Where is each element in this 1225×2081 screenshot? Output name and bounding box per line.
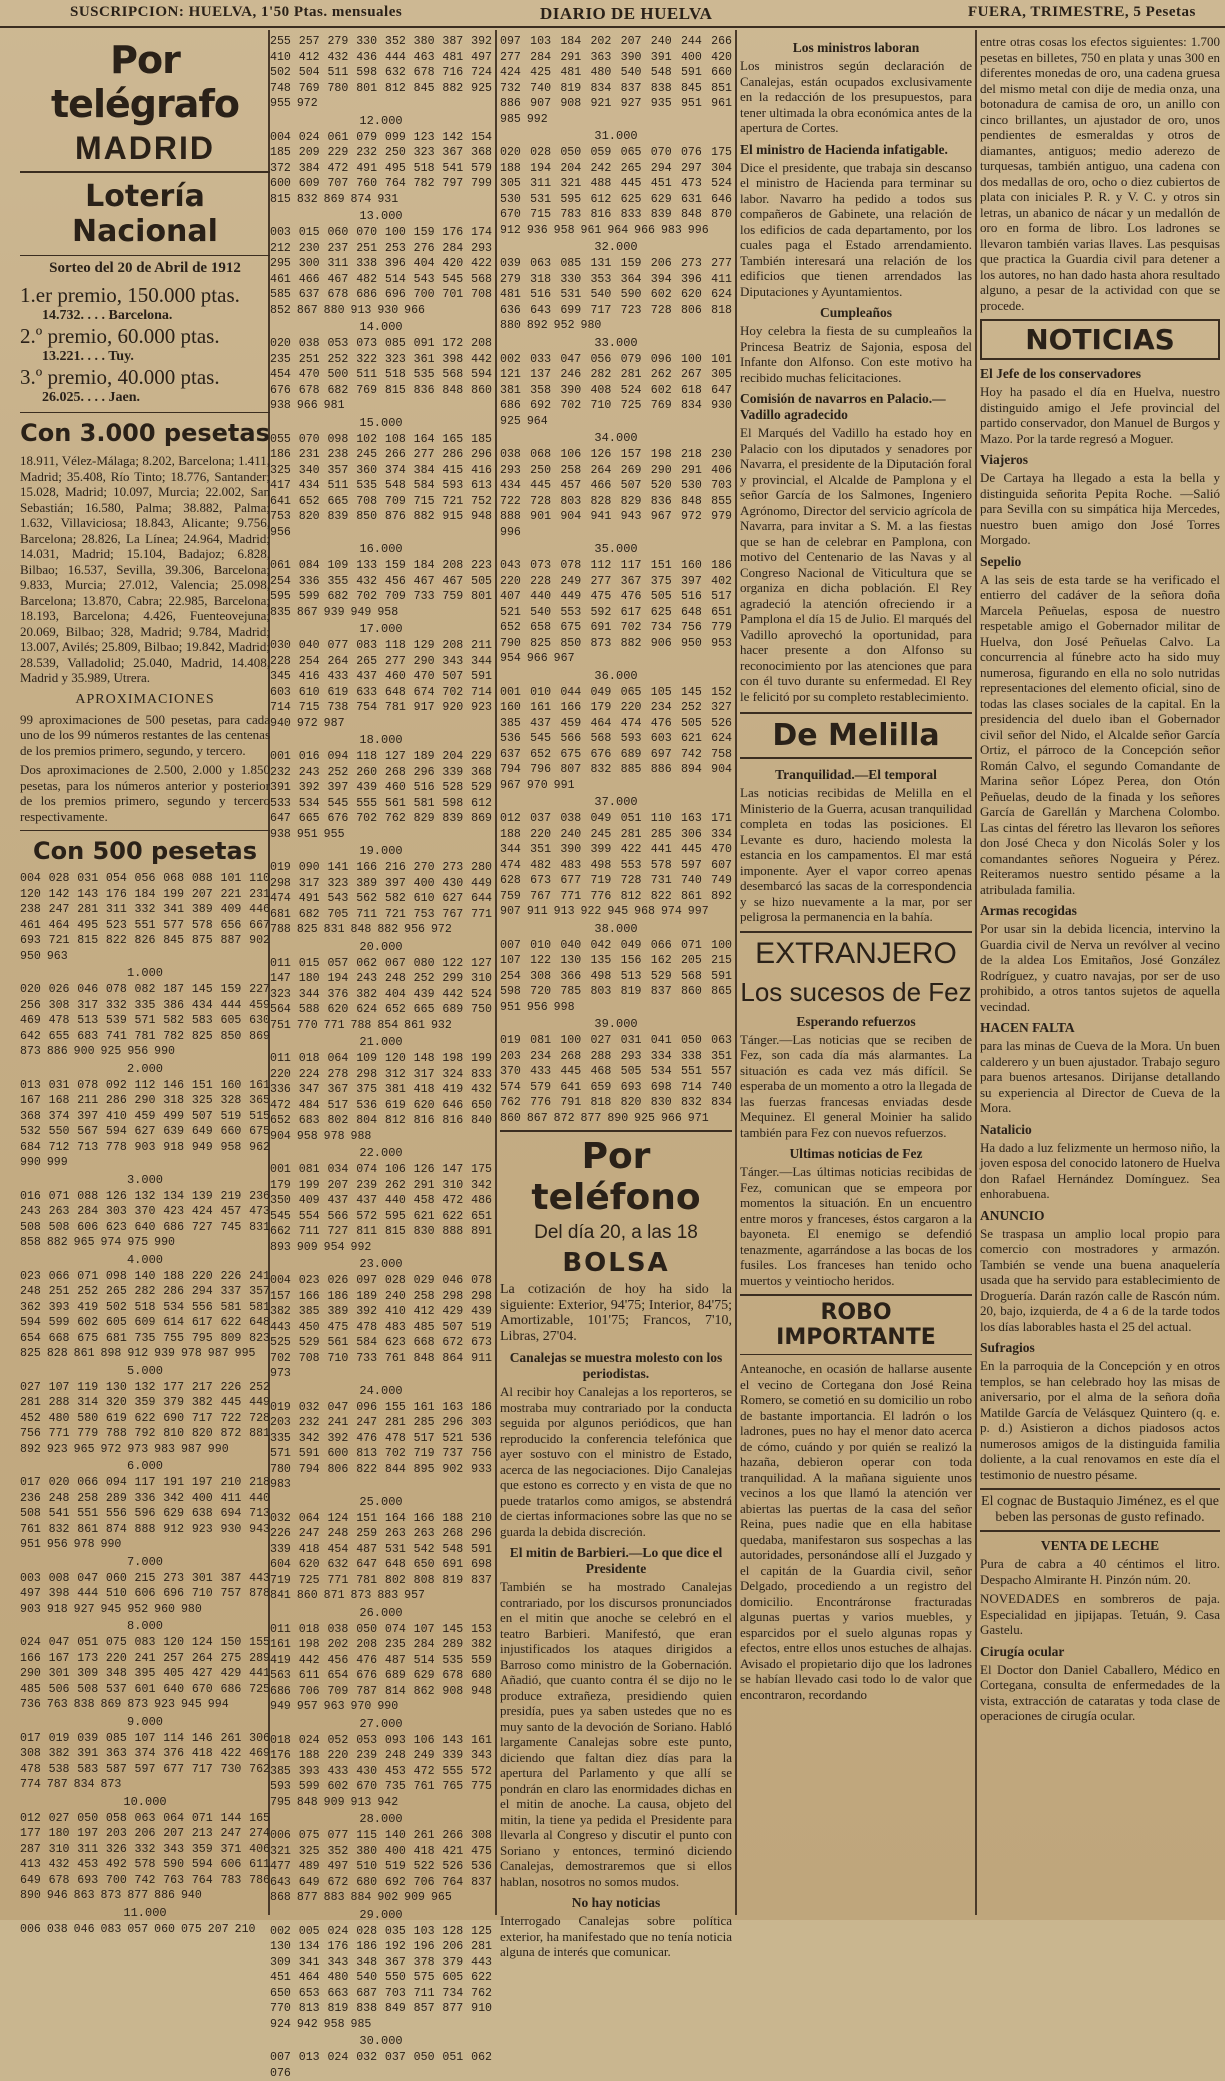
cognac-advert: El cognac de Bustaquio Jiménez, es el que beben las personas de gusto refinado.: [980, 1488, 1220, 1532]
number-group-list: 002 033 047 056 079 096 100 101 121 137 246 282 281 262 267 305 381 358 390 408 524 602 618 647 686 692 702 710 725 769 834 930 925 964: [500, 352, 732, 428]
burial-text: A las seis de esta tarde se ha verificado el entierro del cadáver de la señora doña Marcela Peñuelas, esposa de nuestro respetable amigo el Gobernador militar de Huelva, don José Peñuelas Calvo. La concurrencia al fúnebre acto ha sido muy numerosa, figurando en ella no solo nutridas representaciones del elemento oficial, sino de todas las clases sociales de la capital. En la presidencia del duelo iban el Gobernador civil señor del Nido, el Alcalde señor García Ortiz, el párroco de la Concepción señor Román Calvo, el segundo Comandante de Marina señor López Perea, don Otón Peñuelas, deudo de la finada y los señores García de Garellán y Marchena Colombo. Las cintas del féretro las llevaron los señores don José Checa y don Nicolás Soler y los comandantes señores Nogueira y Pérez. Reiteramos nuestro sentido pésame a la atribulada familia.: [980, 571, 1220, 897]
mitin-text: También se ha mostrado Canalejas contrariado, por los discursos pronunciados en el mitin que anoche se celebró en el teatro Barbieri. Manifestó, que eran injustificados los ataques dirigidos a Barroso como ministro de la Gobernación. Añadió, que cuanto contra él se dijo no le produce extrañeza, presidiendo quien presidía, pues ya saben ustedes que no es muy santo de la devoción de Soriano. Habló largamente Canalejas sobre este punto, diciendo que faltan diez días para la apertura del Parlamento y que allí se pondrán en claro las enormidades dichas en el mitin de anoche. La causa, objeto del mitin, la tiene ya pedida el Presidente para llevarla al Congreso y discutir el punto con Soriano y entonces, terminó diciendo Canalejas, demostraremos que si ellos hablan, nosotros no somos mudos.: [500, 1579, 732, 1889]
number-group-heading: 9.000: [126, 1714, 163, 1729]
number-group-list: 003 008 047 060 215 273 301 387 443 497 398 444 510 606 696 710 757 878 903 918 927 945 952 960 980: [20, 1571, 270, 1616]
number-group-heading: 1.000: [126, 966, 163, 980]
latest-news-text: Tánger.—Las últimas noticias recibidas de Fez, comunican que se empeora por momentos la situación. En un encuentro entre moros y franceses, éstos cargaron a la bayoneta. El enemigo se defendió tenazmente, agarrándose a las bocas de los fusiles. Los franceses han tenido ocho muertos y veintiocho heridos.: [740, 1164, 972, 1288]
hats-advert: NOVEDADES en sombreros de paja. Especialidad en jipijapas. Tetuán, 9. Casa Gastelu.: [980, 1591, 1220, 1637]
approximations-text-1: 99 aproximaciones de 500 pesetas, para cada uno de los 99 números restantes de las centenas de los premios primero, segundo, y tercero.: [20, 711, 270, 758]
number-group-heading: 7.000: [126, 1554, 163, 1569]
approximations-heading: APROXIMACIONES: [75, 691, 215, 707]
number-group-list: 003 015 060 070 100 159 176 174 212 230 237 251 253 276 284 293 295 300 311 338 396 404 420 422 461 466 467 482 514 543 545 568 585 637 678 686 696 700 701 708 852 867 880 913 930 966: [270, 226, 492, 317]
conservative-chief-text: Hoy ha pasado el día en Huelva, nuestro distinguido amigo el Jefe provincial del partido conservador, don Manuel de Burgos y Mazo. Por la tarde regresó a Moguer.: [980, 384, 1220, 446]
advert-headline: ANUNCIO: [980, 1207, 1045, 1223]
approximations-text-2: Dos aproximaciones de 2.500, 2.000 y 1.850 pesetas, para los números anterior y posterior de los premios primero, segundo y tercero respectivamente.: [20, 762, 270, 824]
number-group-list: 030 040 077 083 118 129 208 211 228 254 264 265 277 290 343 344 345 416 433 437 460 470 507 591 603 610 619 633 648 674 702 714 714 715 738 754 781 917 920 923 940 972 987: [270, 639, 492, 730]
number-groups-col3: [500, 34, 732, 1126]
number-group-list: 023 066 071 098 140 188 220 226 241 248 251 252 265 282 286 294 337 357 362 393 419 502 518 534 556 581 581 594 599 602 605 609 614 617 622 648 654 668 675 681 735 755 795 809 823 825 828 861 898 912 939 978 987 995: [20, 1269, 270, 1360]
wanted-text: para las minas de Cueva de la Mora. Un buen calderero y un buen ajustador. Trabajo seguro para buenos artesanos. Dirijanse detallando su experiencia al Director de Cueva de la Mora.: [980, 1038, 1220, 1115]
conservative-chief-headline: El Jefe de los conservadores: [980, 366, 1141, 381]
lottery-title: Lotería Nacional: [72, 179, 218, 249]
number-group-list: 039 063 085 131 159 206 273 277 279 318 330 353 364 394 396 411 481 516 531 540 590 602 620 624 636 643 699 717 723 728 806 818 880 892 952 980: [500, 257, 732, 332]
column-3: [500, 34, 732, 1959]
number-group-list: 012 027 050 058 063 064 071 144 165 177 180 197 203 206 207 213 247 274 287 310 311 326 332 343 359 371 406 413 432 453 492 578 590 594 606 611 649 678 693 700 742 763 764 783 786 890 946 863 873 877 886 940: [20, 1811, 270, 1902]
number-group-list: 043 073 078 112 117 151 160 186 220 228 249 277 367 375 397 402 407 440 449 475 476 505 516 517 521 540 553 592 617 625 648 651 652 658 675 691 702 734 756 779 790 825 850 873 882 906 950 953 954 966 967: [500, 559, 732, 665]
ministers-text: Los ministros según declaración de Canalejas, están ocupados exclusivamente en la redacción de los presupuestos, para tener ultimada la obra económica antes de la apertura de Cortes.: [740, 58, 972, 135]
no-news-text: Interrogado Canalejas sobre política exterior, ha manifestado que no tenía noticia alguna de interés que comunicar.: [500, 1913, 732, 1959]
number-group-heading: 29.000: [359, 1907, 403, 1922]
no-news-headline: No hay noticias: [571, 1895, 661, 1910]
number-group-list: 019 090 141 166 216 270 273 280 298 317 323 389 397 400 430 449 474 491 543 562 582 610 627 644 681 682 705 711 721 753 767 771 788 825 831 848 882 956 972: [270, 861, 492, 936]
number-group-list: 012 037 038 049 051 110 163 171 188 220 240 245 281 285 306 334 344 351 390 399 422 441 445 470 474 482 483 498 553 578 597 607 628 673 677 719 728 731 740 749 759 767 771 776 812 822 861 892 907 911 913 922 945 968 974 997: [500, 812, 732, 918]
number-group-list: 024 047 051 075 083 120 124 150 155 166 167 173 220 241 257 264 275 289 290 301 309 348 395 405 427 429 441 485 506 508 537 601 640 670 686 725 736 763 838 869 873 923 945 994: [20, 1636, 270, 1711]
reinforcements-headline: Esperando refuerzos: [796, 1013, 916, 1029]
column-1: [20, 34, 270, 1936]
number-group-list: 055 070 098 102 108 164 165 185 186 231 238 245 266 277 286 296 325 340 357 360 374 384 415 416 417 434 511 535 548 584 593 613 641 652 665 708 709 715 721 752 753 820 839 850 876 882 915 948 956: [270, 432, 492, 539]
subscription-local: SUSCRIPCION: HUELVA, 1'50 Ptas. mensuales: [70, 4, 403, 20]
number-group-heading: 4.000: [126, 1252, 163, 1267]
robbery-text: Anteanoche, en ocasión de hallarse ausente el vecino de Cortegana don José Reina Romero, se cometió en su domicilio un robo de bastante importancia. El ladrón o los ladrones, pues no hay el menor dato acerca de cómo, cuándo y por quién se realizó la hazaña, debieron operar con toda tranquilidad. A la mañana siguiente unos vecinos a los que llamó la atención ver abiertas las puertas de la casa del señor Reina, pues nadie que en ella habitase quedaba, manifestaron sus sospechas a las autoridades, personándose allí el Juzgado y el capitán de la Guardia civil, señor Delgado, procediendo a un registro del domicilio. Encontráronse fracturadas algunas puertas y varios muebles, y esparcidos por el suelo algunas ropas y efectos, entre ellos unos estuches de alhajas. Avisado el propietario dijo que los ladrones se habían llevado casi todo lo de valor que encontraron, recordando: [740, 1361, 972, 1702]
second-prize: 2.º premio, 60.000 ptas.: [20, 324, 220, 348]
number-group-heading: 35.000: [594, 542, 638, 556]
subscription-outside: FUERA, TRIMESTRE, 5 Pesetas: [968, 4, 1196, 20]
number-group-list: 016 071 088 126 132 134 139 219 236 243 263 284 303 370 423 424 457 473 508 508 606 623 640 686 727 745 831 858 882 965 974 975 990: [20, 1189, 270, 1249]
ministers-headline: Los ministros laboran: [792, 40, 920, 55]
number-group-list: 004 028 031 054 056 068 088 101 110 120 142 143 176 184 199 207 221 231 238 247 281 311 332 341 389 409 446 461 464 495 523 551 577 578 656 667 693 721 815 822 826 845 875 887 902 950 963: [20, 872, 270, 963]
birthday-headline: Cumpleaños: [819, 305, 892, 320]
draw-date: Sorteo del 20 de Abril de 1912: [20, 255, 270, 277]
number-group-list: 255 257 279 330 352 380 387 392 410 412 432 436 444 463 481 497 502 504 511 598 632 678 716 724 748 769 780 801 812 845 882 925 955 972: [270, 35, 492, 110]
number-group-heading: 36.000: [594, 668, 638, 683]
column-5: [980, 34, 1220, 1914]
travelers-headline: Viajeros: [980, 452, 1028, 467]
section-melilla: De Melilla: [740, 712, 972, 759]
number-group-heading: 24.000: [359, 1383, 403, 1398]
number-group-list: 019 081 100 027 031 041 050 063 203 234 268 288 293 334 338 351 370 433 445 468 505 534 551 557 574 579 641 659 693 698 714 740 762 776 791 818 820 830 832 834 860 867 872 877 890 925 966 971: [500, 1034, 732, 1125]
stock-exchange-title: BOLSA: [562, 1248, 670, 1278]
number-group-list: 004 024 061 079 099 123 142 154 185 209 229 232 250 323 367 368 372 384 472 491 495 518 541 579 600 609 707 760 764 782 797 799 815 832 869 874 931: [270, 130, 492, 206]
canalejas-headline: Canalejas se muestra molesto con los periodistas.: [509, 1350, 723, 1381]
number-group-heading: 2.000: [126, 1061, 163, 1076]
number-group-list: 002 005 024 028 035 103 128 125 130 134 176 186 192 196 206 281 309 341 343 348 367 378 379 443 451 464 480 540 550 575 605 622 650 653 663 687 703 711 734 762 770 813 819 838 849 857 877 910 924 942 958 985: [270, 1924, 492, 2031]
number-group-heading: 20.000: [359, 939, 403, 954]
number-group-list: 011 018 064 109 120 148 198 199 220 224 278 298 312 317 324 833 336 347 367 375 381 418 419 432 472 484 517 536 619 620 646 650 652 683 802 804 812 816 816 840 904 958 978 988: [270, 1052, 492, 1143]
weapons-headline: Armas recogidas: [980, 903, 1077, 918]
number-group-list: 006 038 046 083 057 060 075 207 210: [20, 1922, 256, 1936]
calm-headline: Tranquilidad.—El temporal: [775, 767, 937, 782]
commission-headline: Comisión de navarros en Palacio.—Vadillo agradecido: [740, 391, 946, 422]
number-group-heading: 19.000: [359, 844, 403, 858]
masthead-bar: [0, 0, 1225, 28]
number-group-list: 038 068 106 126 157 198 218 230 293 250 258 264 269 290 291 406 434 445 457 466 507 520 530 703 722 728 803 828 829 836 848 855 888 901 904 941 943 967 972 979 996: [500, 448, 732, 539]
stock-exchange-text: La cotización de hoy ha sido la siguiente: Exterior, 94'75; Interior, 84'75; Amortizable, 101'75; Francos, 7'10, Libras, 27'04.: [500, 1282, 732, 1344]
number-groups-col2: [270, 34, 492, 2081]
number-group-heading: 30.000: [359, 2034, 403, 2048]
section-title-telephone: Por teléfono: [500, 1130, 732, 1218]
treasury-headline: El ministro de Hacienda infatigable.: [740, 141, 948, 157]
number-group-heading: 12.000: [359, 113, 403, 128]
number-group-list: 020 028 050 059 065 070 076 175 188 194 204 242 265 294 297 304 305 311 321 488 445 451 473 524 530 531 595 612 625 629 631 646 670 715 783 816 833 839 848 870 912 936 958 961 964 966 983 996: [500, 146, 732, 237]
number-group-heading: 11.000: [123, 1905, 167, 1920]
number-group-heading: 23.000: [359, 1257, 403, 1271]
number-group-heading: 25.000: [359, 1494, 403, 1509]
first-prize-number: 14.732. . . . Barcelona.: [42, 308, 173, 323]
column-rule: [735, 30, 737, 1915]
number-group-list: 018 024 052 053 093 106 143 161 176 188 220 239 248 249 339 343 385 393 433 430 453 472 555 572 593 599 602 670 735 761 765 775 795 848 909 913 942: [270, 1733, 492, 1809]
number-group-heading: 31.000: [594, 129, 638, 143]
reinforcements-text: Tánger.—Las noticias que se reciben de Fez, son cada día más alarmantes. La situación es cada vez más difícil. Se esperaba de un momento a otro la llegada de las fuerzas francesas enviadas desde Mequinez. El general Moinier ha salido también para Fez con nuevos refuerzos.: [740, 1031, 972, 1140]
wanted-headline: HACEN FALTA: [980, 1020, 1075, 1035]
milk-sale-headline: VENTA DE LECHE: [1040, 1538, 1160, 1553]
number-group-heading: 22.000: [359, 1146, 403, 1160]
robbery-continuation: entre otras cosas los efectos siguientes: 1.700 pesetas en billetes, 750 en plata y unas 300 en diferentes monedas de oro, una cadena gruesa del mismo metal con dije de media onza, una botonadura de camisa de oro, un anillo con cinco brillantes, un ajustador de oro, unos pendientes de esmeraldas y otros de diamantes, antiguos; medio aderezo de turquesas, también antiguo, una cadena con dos medallas de oro, ocho o diez cubiertos de plata con iniciales P. R. y V. C. y otros sin letras, un abanico de nácar y un medallón de oro en forma de libro. Los ladrones se llevaron también varias llaves. Las pesquisas que practica la Guardia civil para detener a los autores, no han dado hasta ahora resultado alguno, a pesar de la actividad con que se procede.: [980, 34, 1220, 313]
number-group-list: 007 010 040 042 049 066 071 100 107 122 130 135 156 162 205 215 254 308 366 498 513 529 568 591 598 720 785 803 819 837 860 865 951 956 998: [500, 938, 732, 1014]
number-group-list: 061 084 109 133 159 184 208 223 254 336 355 432 456 467 467 505 595 599 682 702 709 733 759 801 835 867 939 949 958: [270, 559, 492, 619]
number-group-heading: 16.000: [359, 542, 403, 556]
number-group-heading: 26.000: [359, 1605, 403, 1620]
number-group-heading: 21.000: [359, 1035, 403, 1049]
number-group-list: 011 018 038 050 074 107 145 153 161 198 202 208 235 284 289 382 419 442 456 476 487 514 535 559 563 611 654 676 689 629 678 680 686 706 709 787 814 862 908 948 949 957 963 970 990: [270, 1622, 492, 1713]
calm-text: Las noticias recibidas de Melilla en el Ministerio de la Guerra, acusan tranquilidad completa en todas las posiciones. El Levante es duro, haciendo molesta la estancia en los campamentos. El mar está imponente. Ayer el vapor correo apenas desembarcó las sacas de la correspondencia y se hizo nuevamente a la mar, por ser peligrosa la permanencia en la bahía.: [740, 785, 972, 924]
number-group-heading: 8.000: [126, 1619, 163, 1633]
number-group-list: 017 020 066 094 117 191 197 210 218 236 248 258 289 336 342 400 411 440 508 541 551 556 596 629 638 694 713 761 832 861 874 888 912 923 930 943 951 956 978 990: [20, 1476, 270, 1551]
number-group-list: 001 081 034 074 106 126 147 175 179 199 207 239 262 291 310 342 350 409 437 437 440 458 472 486 545 554 566 572 595 621 622 651 662 711 727 811 815 830 888 891 893 909 954 992: [270, 1163, 492, 1254]
number-group-heading: 37.000: [594, 795, 638, 809]
section-news: NOTICIAS: [980, 319, 1220, 360]
weapons-text: Por usar sin la debida licencia, intervino la Guardia civil de Nerva un revólver al vecino de la aldea Los Emitaños, José González Rodríguez, y cuatro navajas, por ser de uso prohibido, a otros tantos sujetos de aquella vecindad.: [980, 921, 1220, 1014]
number-groups-col1: [20, 871, 270, 1937]
number-group-list: 011 015 057 062 067 080 122 127 147 180 194 243 248 252 299 310 323 344 376 382 404 439 442 524 564 588 620 624 652 665 689 750 751 770 771 788 854 861 932: [270, 956, 492, 1032]
number-group-list: 006 075 077 115 140 261 266 308 321 325 352 380 400 418 421 475 477 489 497 510 519 522 526 536 643 649 672 680 692 706 764 837 868 877 883 884 902 909 965: [270, 1829, 492, 1904]
number-group-list: 020 026 046 078 082 187 145 159 227 256 308 317 332 335 386 434 444 459 469 478 513 539 571 582 583 605 630 642 655 683 741 781 782 825 850 869 873 886 900 925 956 990: [20, 983, 270, 1058]
number-group-heading: 15.000: [359, 415, 403, 430]
number-group-list: 001 016 094 118 127 189 204 229 232 243 252 260 268 296 339 368 391 392 397 439 460 516 528 529 533 534 545 555 561 581 598 612 647 665 676 702 762 829 839 869 938 951 955: [270, 750, 492, 841]
section-title-telegraph: Por telégrafo: [51, 38, 239, 126]
milk-sale-text: Pura de cabra a 40 céntimos el litro. Despacho Almirante H. Pinzón núm. 20.: [980, 1556, 1220, 1587]
birth-headline: Natalicio: [980, 1121, 1032, 1137]
birth-text: Ha dado a luz felizmente un hermoso niño, la joven esposa del conocido latonero de Huelva don Rafael Hernández Domínguez. Sea enhorabuena.: [980, 1139, 1220, 1201]
number-group-heading: 5.000: [126, 1363, 163, 1378]
number-group-heading: 39.000: [594, 1017, 638, 1031]
treasury-text: Dice el presidente, que trabaja sin descanso el ministro de Hacienda para terminar su labor. Navarro ha pedido a todos sus compañeros de Gabinete, una relación de los edificios de cada departamento, por los cuales paga el Estado arrendamiento. También interesará una relación de los edificios que tienen arrendados las Diputaciones y Ayuntamientos.: [740, 159, 972, 299]
third-prize-number: 26.025. . . . Jaen.: [42, 390, 140, 405]
number-group-heading: 10.000: [123, 1794, 167, 1809]
suffrages-text: En la parroquia de la Concepción y en otros templos, se han celebrado hoy las misas de aniversario, por el alma de la señora doña Matilde García de Velásquez Quintero (q. e. p. d.) Asistieron a dichos piadosos actos numerosos amigos de la distinguida familia doliente, a la cual renovamos en este día el testimonio de nuestro pésame.: [980, 1358, 1220, 1482]
list-3000-pesetas: 18.911, Vélez-Málaga; 8.202, Barcelona; 1.411, Madrid; 35.408, Río Tinto; 18.776, Santander; 15.028, Madrid; 10.097, Murcia; 22.002, San Sebastián; 16.580, Palma; 38.882, Palma; 1.632, Villaviciosa; 18.843, Alicante; 9.756, Barcelona; 28.826, La Línea; 24.964, Madrid; 14.031, Madrid; 15.104, Badajoz; 6.828, Bilbao; 16.537, Sevilla, 39.306, Barcelona; 9.833, Murcia; 27.012, Valencia; 25.098, Barcelona; 13.870, Cabra; 22.985, Barcelona; 18.193, Barcelona; 4.426, Fuenteovejuna; 20.069, Bilbao; 328, Madrid; 9.784, Madrid; 13.007, Avilés; 25.809, Bilbao; 19.842, Madrid; 28.539, Valladolid; 25.040, Madrid, 14.408, Madrid y 35.989, Utrera.: [20, 453, 270, 685]
section-3000-pesetas: Con 3.000 pesetas: [20, 412, 270, 447]
number-group-list: 001 010 044 049 065 105 145 152 160 161 166 179 220 234 252 327 385 437 459 464 474 476 505 526 536 545 566 568 593 603 621 624 637 652 675 676 689 697 742 758 794 796 807 832 885 886 894 904 967 970 991: [500, 685, 732, 792]
number-group-list: 007 013 024 032 037 050 051 062 076: [270, 2051, 492, 2080]
number-group-heading: 34.000: [594, 431, 638, 445]
burial-headline: Sepelio: [980, 553, 1022, 569]
section-foreign: EXTRANJERO: [740, 931, 972, 971]
second-prize-number: 13.221. . . . Tuy.: [42, 349, 134, 364]
number-group-heading: 38.000: [594, 921, 638, 936]
number-group-list: 017 019 039 085 107 114 146 261 306 308 382 391 363 374 376 418 422 469 478 538 583 587 597 677 717 730 762 774 787 834 873: [20, 1731, 270, 1791]
number-group-list: 027 107 119 130 132 177 217 226 252 281 288 314 320 359 379 382 445 449 452 480 580 619 622 690 717 722 728 756 771 779 788 792 810 820 872 881 892 923 965 972 973 983 987 990: [20, 1380, 270, 1456]
section-500-pesetas: Con 500 pesetas: [20, 830, 270, 865]
column-4: [740, 34, 972, 1914]
mitin-headline: El mitin de Barbieri.—Lo que dice el Presidente: [509, 1545, 723, 1576]
birthday-text: Hoy celebra la fiesta de su cumpleaños la Princesa Beatriz de Sajonia, esposa del Infante don Alfonso. Con este motivo ha recibido muchas felicitaciones.: [740, 323, 972, 385]
eye-surgery-text: El Doctor don Daniel Caballero, Médico en Cortegana, consulta de enfermedades de la vista, extracción de cataratas y toda clase de operaciones de cirugía ocular.: [980, 1661, 1220, 1723]
number-group-heading: 3.000: [126, 1172, 163, 1187]
number-group-heading: 28.000: [359, 1812, 403, 1826]
number-group-heading: 17.000: [359, 622, 403, 636]
robbery-title: ROBO IMPORTANTE: [740, 1294, 972, 1355]
number-group-heading: 18.000: [359, 733, 403, 747]
column-rule: [495, 30, 497, 1915]
newspaper-name: DIARIO DE HUELVA: [540, 4, 713, 23]
canalejas-text: Al recibir hoy Canalejas a los reporteros, se mostraba muy contrariado por la conducta seguida por algunos periódicos, que han reproducido la conferencia telefónica que ayer sostuvo con el ministro de Estado, acerca de las negociaciones. Dijo Canalejas que estono es correcto y en vista de que no puede tratarlos como amigos, se abstendrá de ciertas informaciones sobre las que no se guarda la debida discreción.: [500, 1384, 732, 1539]
fez-title: Los sucesos de Fez: [740, 976, 972, 1007]
number-group-heading: 13.000: [359, 209, 403, 223]
number-group-list: 032 064 124 151 164 166 188 210 226 247 248 259 263 263 268 296 339 418 454 487 531 542 548 591 604 620 632 647 648 650 691 698 719 725 771 781 802 808 819 837 841 860 871 873 883 957: [270, 1511, 492, 1602]
number-group-heading: 27.000: [359, 1716, 403, 1731]
suffrages-headline: Sufragios: [980, 1340, 1035, 1355]
column-rule: [975, 30, 977, 1915]
number-group-list: 020 038 053 073 085 091 172 208 235 251 252 322 323 361 398 442 454 470 500 511 518 535 568 594 676 678 682 769 815 836 848 860 938 966 981: [270, 337, 492, 412]
number-group-heading: 6.000: [126, 1459, 163, 1473]
advert-text: Se traspasa un amplio local propio para comercio con mostradores y armazón. También se vende una buena anaquelería usada que ha servido para establecimiento de Droguería. Darán razón calle de Rascón núm. 20, bajo, izquierda, de 4 a 6 de la tarde todos los días laborables hasta el 25 del actual.: [980, 1225, 1220, 1334]
latest-news-headline: Ultimas noticias de Fez: [789, 1146, 923, 1161]
eye-surgery-headline: Cirugía ocular: [980, 1643, 1065, 1659]
dateline-madrid: MADRID: [20, 130, 270, 173]
first-prize: 1.er premio, 150.000 ptas.: [20, 283, 240, 307]
third-prize: 3.º premio, 40.000 ptas.: [20, 365, 220, 389]
number-group-heading: 33.000: [594, 335, 638, 350]
number-group-list: 013 031 078 092 112 146 151 160 161 167 168 211 286 290 318 325 328 365 368 374 397 410 459 499 507 519 515 532 550 567 594 627 639 649 660 675 684 712 713 778 903 918 949 958 962 990 999: [20, 1078, 270, 1169]
commission-text: El Marqués del Vadillo ha estado hoy en Palacio con los diputados y senadores por Navarra, el presidente de la Diputación foral y provincial, el Alcalde de Pamplona y el señor García de los Salmones, Ingeniero Agrónomo, Director del servicio agrícola de Navarra, para invitar a S. M. a las fiestas que se han de celebrar en Pamplona, con motivo del Centenario de las Navas y al Congreso Nacional de Viticultura que se organiza en dicha población. El Rey agradeció la atención ofreciendo ir a Pamplona el día 15 de Julio. El marqués del Vadillo aprovechó la oportunidad, para hacer presente a don Alfonso su reconocimiento por las atenciones que para con él tuvo durante su enfermedad. El Rey le felicitó por su completo restablecimiento.: [740, 425, 972, 704]
telephone-dateline: Del día 20, a las 18: [534, 1222, 698, 1243]
number-group-list: 097 103 184 202 207 240 244 266 277 284 291 363 390 391 400 420 424 425 481 480 540 548 591 660 732 740 819 834 837 838 845 851 886 907 908 921 927 935 951 961 985 992: [500, 35, 732, 126]
travelers-text: De Cartaya ha llegado a esta la bella y distinguida señorita Pepita Roche. —Salió para Sevilla con su simpática hija Mercedes, nuestro buen amigo don José Torres Morgado.: [980, 470, 1220, 547]
number-group-heading: 32.000: [594, 240, 638, 254]
number-group-list: 004 023 026 097 028 029 046 078 157 166 186 189 240 258 298 298 382 385 389 392 410 412 429 439 443 450 475 478 483 485 507 519 525 529 561 584 623 668 672 673 702 708 710 733 761 848 864 911 973: [270, 1274, 492, 1380]
column-2: [270, 34, 492, 2080]
number-group-heading: 14.000: [359, 320, 403, 334]
number-group-list: 019 032 047 096 155 161 163 186 203 232 241 247 281 285 296 303 335 342 392 476 478 517 521 536 571 591 600 813 702 719 737 756 780 794 806 822 844 895 902 933 983: [270, 1400, 492, 1491]
